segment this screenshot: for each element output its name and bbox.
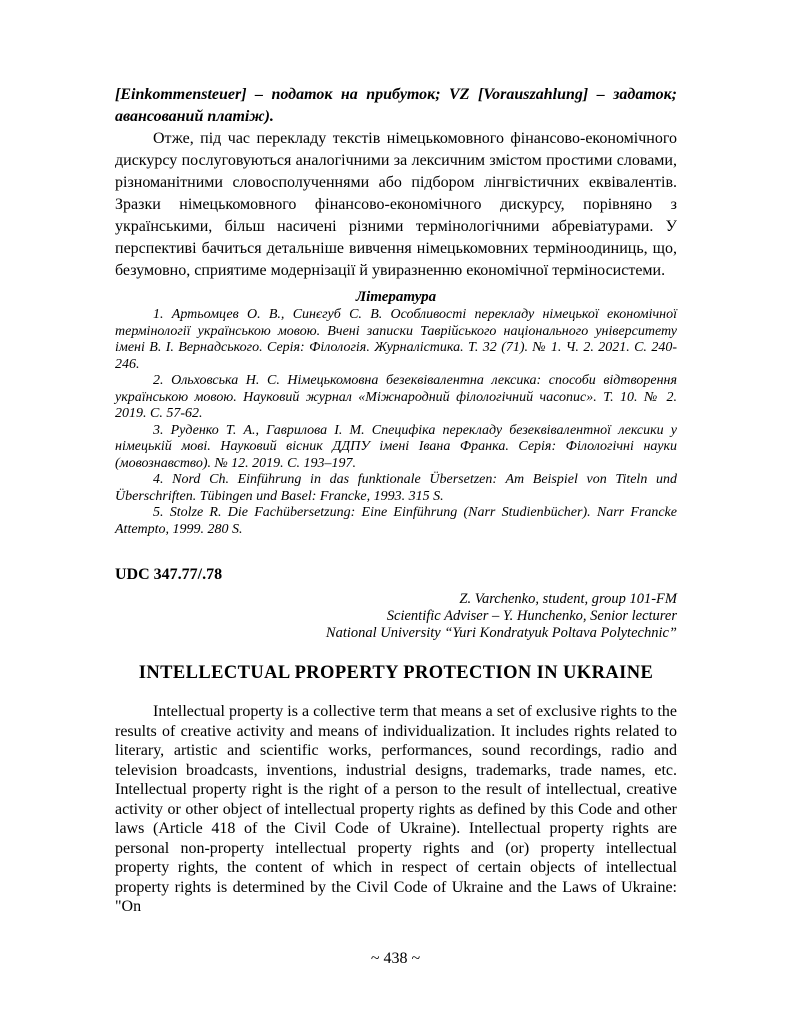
page-number: ~ 438 ~ [370, 950, 421, 967]
reference-item-5: 5. Stolze R. Die Fachübersetzung: Eine Einführung (Narr Studienbücher). Narr Francke Attempto, 1999. 280 S. [115, 505, 677, 537]
author-line-student: Z. Varchenko, student, group 101-FM [459, 591, 677, 607]
lead-paragraph: [Einkommensteuer] – податок на прибуток; VZ [Vorauszahlung] – задаток; авансований платіж). [115, 86, 677, 125]
reference-item-2: 2. Ольховська Н. С. Німецькомовна безеквівалентна лексика: способи відтворення українською мовою. Науковий журнал «Міжнародний філологічний часопис». Т. 10. № 2. 2019. С. 57-62. [115, 373, 677, 421]
reference-item-4: 4. Nord Ch. Einführung in das funktionale Übersetzen: Am Beispiel von Titeln und Überschriften. Tübingen und Basel: Francke, 1993. 315 S. [115, 472, 677, 504]
intro-paragraph: Intellectual property is a collective term that means a set of exclusive rights to the results of creative activity and means of individualization. It includes rights related to literary, artistic and scientific works, performances, sound recordings, radio and television broadcasts, inventions, industrial designs, trademarks, trade names, etc. Intellectual property right is the right of a person to the result of intellectual, creative activity or other object of intellectual property rights as defined by this Code and other laws (Article 418 of the Civil Code of Ukraine). Intellectual property rights are personal non-property intellectual property rights and (or) property intellectual property rights, the content of which in respect of certain objects of intellectual property rights is determined by the Civil Code of Ukraine and the Laws of Ukraine: "On [115, 703, 677, 915]
reference-item-3: 3. Руденко Т. А., Гаврилова І. М. Специфіка перекладу безеквівалентної лексики у німецькій мові. Науковий вісник ДДПУ імені Івана Франка. Серія: Філологічні науки (мовознавство). № 12. 2019. С. 193–197. [115, 422, 677, 471]
page-content [115, 84, 677, 917]
references-list [115, 307, 677, 538]
reference-item-1: 1. Артьомцев О. В., Синєгуб С. В. Особливості перекладу німецької економічної термінології українською мовою. Вчені записки Таврійського національного університету імені В. І. Вернадського. Серія: Філологія. Журналістика. Т. 32 (71). № 1. Ч. 2. 2021. С. 240-246. [115, 307, 677, 372]
author-line-adviser: Scientific Adviser – Y. Hunchenko, Senior lecturer [386, 608, 677, 624]
author-line-university: National University “Yuri Kondratyuk Poltava Polytechnic” [325, 625, 677, 641]
udc-code: UDC 347.77/.78 [115, 566, 223, 583]
references-heading: Література [355, 289, 437, 305]
conclusion-paragraph: Отже, під час перекладу текстів німецькомовного фінансово-економічного дискурсу послуговуються аналогічними за лексичним змістом простими словами, різноманітними словосполученнями або підбором лінгвістичних еквівалентів. Зразки німецькомовного фінансово-економічного дискурсу, порівняно з українськими, більш насичені різними термінологічними абревіатурами. У перспективі бачиться детальніше вивчення німецькомовних терміноодиниць, що, безумовно, сприятиме модернізації й увиразненню економічної терміносистеми. [115, 130, 677, 279]
article-title: INTELLECTUAL PROPERTY PROTECTION IN UKRAINE [138, 663, 654, 683]
author-block [115, 591, 677, 642]
